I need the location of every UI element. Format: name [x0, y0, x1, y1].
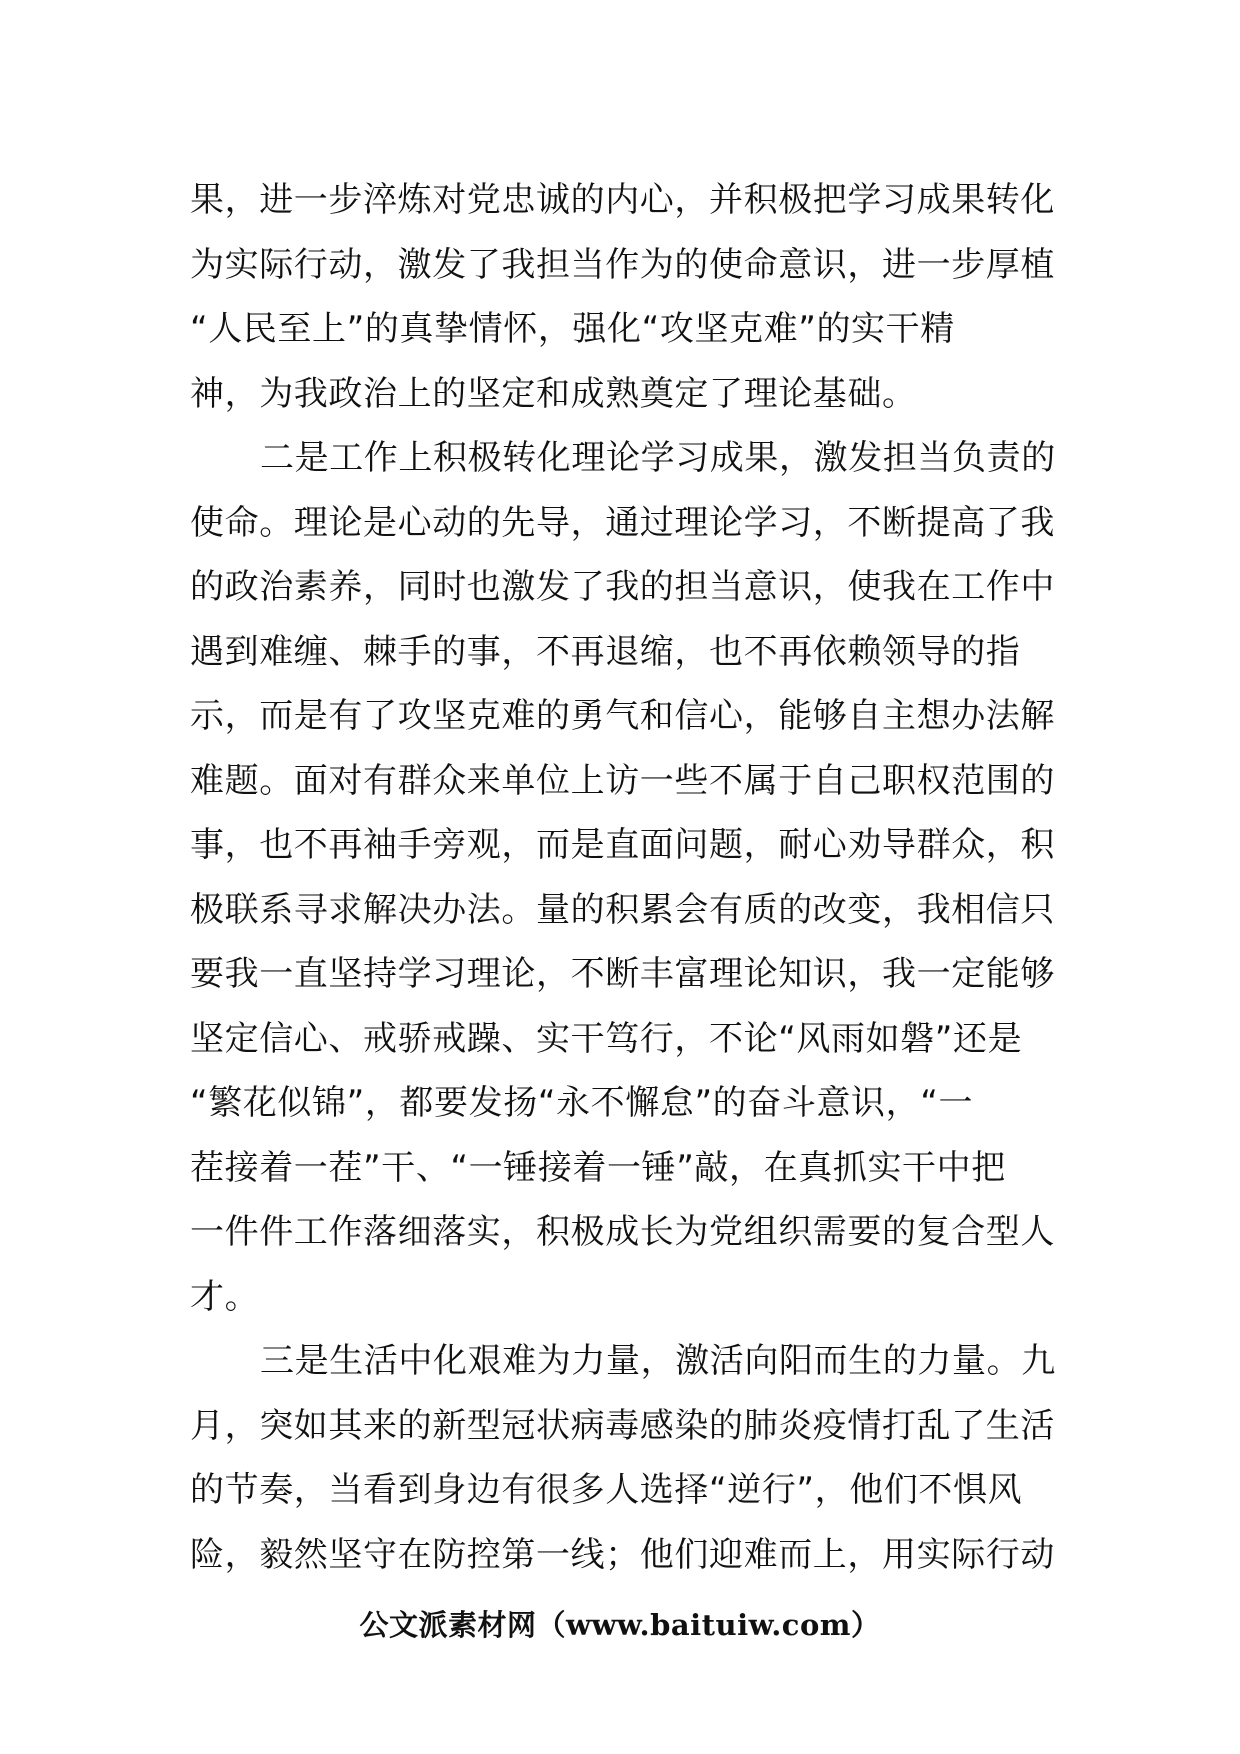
text-line: 才。	[190, 1276, 260, 1317]
document-body	[190, 168, 1060, 1587]
paragraph-heading-line: 三是生活中化艰难为力量，激活向阳而生的力量。九	[260, 1341, 1056, 1381]
text-line: 遇到难缠、棘手的事，不再退缩，也不再依赖领导的指	[190, 631, 1021, 672]
text-line: 示，而是有了攻坚克难的勇气和信心，能够自主想办法解	[190, 696, 1055, 736]
text-line: 要我一直坚持学习理论，不断丰富理论知识，我一定能够	[190, 954, 1055, 994]
text-line: 茬接着一茬”干、“一锤接着一锤”敲，在真抓实干中把	[190, 1147, 1006, 1188]
text-line: 月，突如其来的新型冠状病毒感染的肺炎疫情打乱了生活	[190, 1405, 1055, 1446]
text-line: 果，进一步淬炼对党忠诚的内心，并积极把学习成果转化	[190, 180, 1055, 220]
text-line: 险，毅然坚守在防控第一线；他们迎难而上，用实际行动	[190, 1534, 1055, 1575]
text-line: 一件件工作落细落实，积极成长为党组织需要的复合型人	[190, 1212, 1055, 1252]
text-line: 为实际行动，激发了我担当作为的使命意识，进一步厚植	[190, 244, 1055, 285]
text-line: 的节奏，当看到身边有很多人选择“逆行”，他们不惧风	[190, 1470, 1023, 1510]
text-line: 使命。理论是心动的先导，通过理论学习，不断提高了我	[190, 502, 1055, 543]
paragraph-heading-line: 二是工作上积极转化理论学习成果，激发担当负责的	[260, 438, 1056, 478]
text-line: “人民至上”的真挚情怀，强化“攻坚克难”的实干精	[190, 309, 955, 349]
text-line: 事，也不再袖手旁观，而是直面问题，耐心劝导群众，积	[190, 825, 1055, 865]
text-line: 难题。面对有群众来单位上访一些不属于自己职权范围的	[190, 760, 1055, 801]
text-line: 极联系寻求解决办法。量的积累会有质的改变，我相信只	[190, 889, 1055, 930]
text-line: 坚定信心、戒骄戒躁、实干笃行，不论“风雨如磐”还是	[190, 1018, 1023, 1059]
text-line: 的政治素养，同时也激发了我的担当意识，使我在工作中	[190, 567, 1055, 607]
page-footer: 公文派素材网（www.baituiw.com）	[359, 1608, 881, 1642]
text-line: 神，为我政治上的坚定和成熟奠定了理论基础。	[190, 373, 917, 414]
text-line: “繁花似锦”，都要发扬“永不懈怠”的奋斗意识，“一	[190, 1083, 974, 1123]
